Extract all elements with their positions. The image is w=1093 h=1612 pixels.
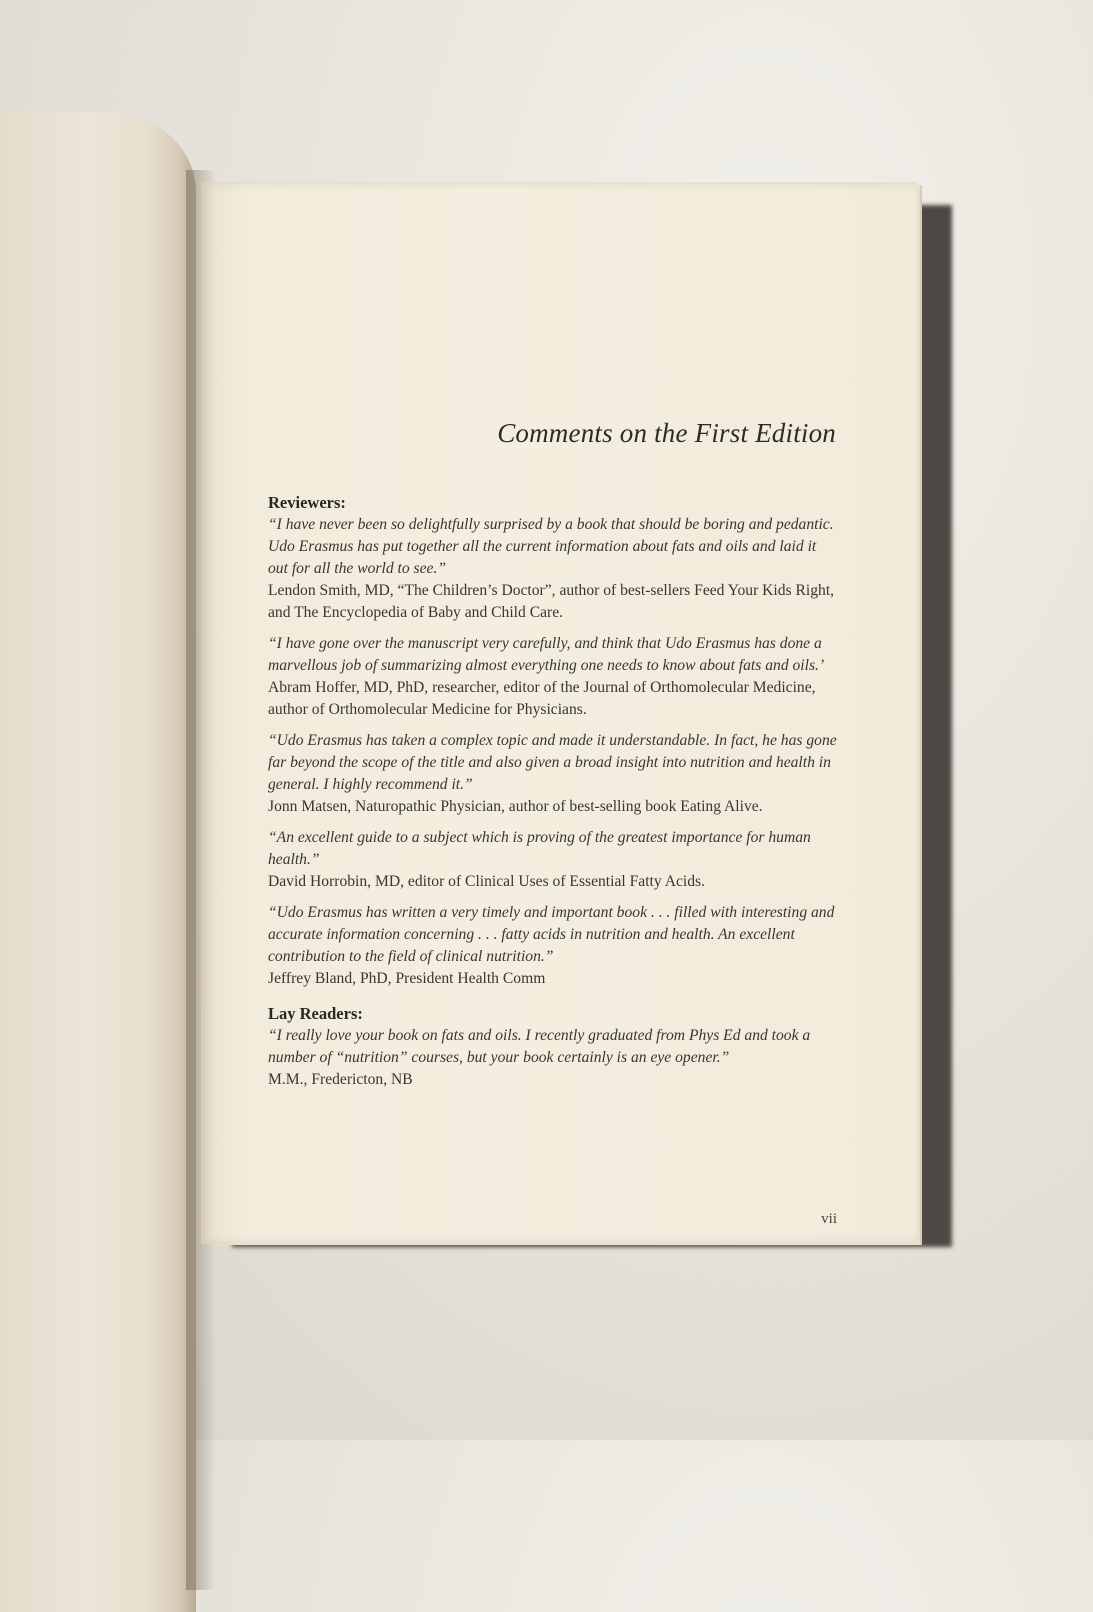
left-book-page xyxy=(0,112,196,1612)
review-attribution: Jeffrey Bland, PhD, President Health Comm xyxy=(268,970,546,987)
review-entry xyxy=(268,633,838,721)
lay-readers-section-title: Lay Readers: xyxy=(268,1004,363,1023)
page-number: vii xyxy=(821,1211,837,1227)
review-quote: “An excellent guide to a subject which is proving of the greatest importance for human health.” xyxy=(268,829,811,868)
review-quote: “Udo Erasmus has written a very timely and important book . . . filled with interesting and accurate information concerning . . . fatty acids in nutrition and health. An excellent contribution to the field of clinical nutrition.” xyxy=(268,904,835,965)
review-attribution: Lendon Smith, MD, “The Children’s Doctor”, author of best-sellers Feed Your Kids Right, and The Encyclopedia of Baby and Child Care. xyxy=(268,582,835,621)
review-entry xyxy=(268,730,838,818)
page-heading: Comments on the First Edition xyxy=(497,418,836,448)
review-entry xyxy=(268,827,838,893)
reviewers-section-title: Reviewers: xyxy=(268,493,346,512)
lay-reader-quote: “I really love your book on fats and oils. I recently graduated from Phys Ed and took a number of “nutrition” courses, but your book certainly is an eye opener.” xyxy=(268,1027,811,1066)
lay-reader-entry xyxy=(268,1025,838,1091)
right-book-page xyxy=(201,182,917,1244)
review-quote: “I have never been so delightfully surprised by a book that should be boring and pedantic. Udo Erasmus has put together all the current information about fats and oils and laid it out for all the world to see.” xyxy=(268,516,834,577)
review-quote: “I have gone over the manuscript very carefully, and think that Udo Erasmus has done a marvellous job of summarizing almost everything one needs to know about fats and oils.’ xyxy=(268,635,825,674)
lay-reader-attribution: M.M., Fredericton, NB xyxy=(268,1071,413,1088)
review-attribution: David Horrobin, MD, editor of Clinical Uses of Essential Fatty Acids. xyxy=(268,873,705,890)
review-attribution: Abram Hoffer, MD, PhD, researcher, editor of the Journal of Orthomolecular Medicine, author of Orthomolecular Medicine for Physicians. xyxy=(268,679,816,718)
review-quote: “Udo Erasmus has taken a complex topic and made it understandable. In fact, he has gone far beyond the scope of the title and also given a broad insight into nutrition and health in general. I highly recommend it.” xyxy=(268,732,837,793)
review-entry xyxy=(268,514,838,624)
review-entry xyxy=(268,902,838,990)
review-attribution: Jonn Matsen, Naturopathic Physician, author of best-selling book Eating Alive. xyxy=(268,798,763,815)
comments-content xyxy=(268,492,838,1100)
